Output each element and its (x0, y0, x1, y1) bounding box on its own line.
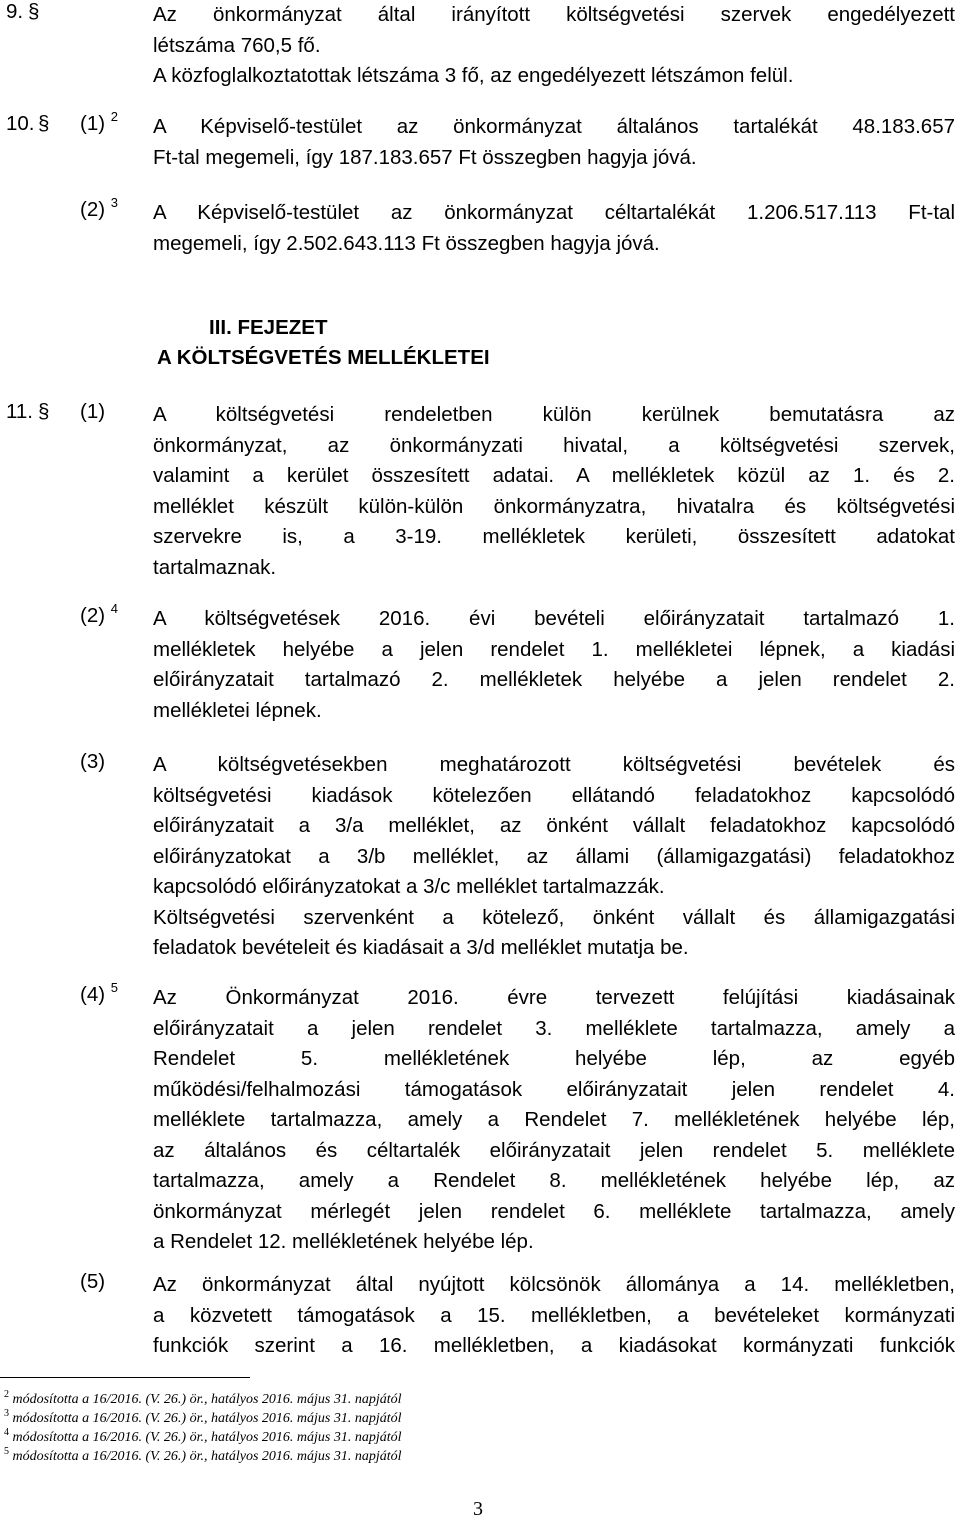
text-line: előirányzatait a jelen rendelet 3. melléklete tartalmazza, amely a (153, 1016, 955, 1040)
text-line: létszáma 760,5 fő. (153, 33, 321, 57)
text-line: mellékletek helyébe a jelen rendelet 1. mellékletei lépnek, a kiadási (153, 637, 955, 661)
section-sign: § (38, 400, 50, 423)
paragraph-text (153, 112, 955, 173)
text-line: mellékletei lépnek. (153, 698, 322, 722)
text-line: A költségvetési rendeletben külön kerülnek bemutatásra az (153, 403, 955, 426)
paragraph-label: (5) (80, 1270, 106, 1293)
footnote-ref[interactable]: 3 (110, 195, 118, 210)
footnote: $^4$ módosította a 16/2016. (V. 26.) ör., hatályos 2016. május 31. napjától (4, 1427, 402, 1445)
text-line: A költségvetésekben meghatározott költségvetési bevételek és (153, 753, 955, 776)
section-sign: § (28, 0, 40, 23)
text-line: Rendelet 5. mellékletének helyébe lép, az egyéb (153, 1047, 955, 1070)
text-line: megemeli, így 2.502.643.113 Ft összegben hagyja jóvá. (153, 231, 660, 255)
text-line: feladatok bevételeit és kiadásait a 3/d melléklet mutatja be. (153, 936, 689, 959)
text-line: Az önkormányzat által irányított költségvetési szervek engedélyezett (153, 3, 955, 26)
footnote-ref[interactable]: 2 (110, 109, 118, 124)
paragraph-text (153, 400, 955, 583)
text-line: kapcsolódó előirányzatokat a 3/c melléklet tartalmazzák. (153, 875, 665, 898)
paragraph-text (153, 1270, 955, 1362)
text-line: a Rendelet 12. mellékletének helyébe lép. (153, 1230, 534, 1253)
section-sign: § (38, 112, 50, 135)
text-line: előirányzatokat a 3/b melléklet, az állami (államigazgatási) feladatokhoz (153, 844, 955, 868)
paragraph-text (153, 198, 955, 259)
section-text (153, 0, 955, 92)
text-line: tartalmazza, amely a Rendelet 8. mellékletének helyébe lép, az (153, 1169, 955, 1192)
footnote: $^2$ módosította a 16/2016. (V. 26.) ör., hatályos 2016. május 31. napjától (4, 1389, 402, 1407)
paragraph-label: (1) $^2$ (80, 109, 118, 135)
footnote-ref[interactable]: 4 (110, 601, 118, 616)
text-line: működési/felhalmozási támogatások előirányzatait jelen rendelet 4. (153, 1077, 955, 1101)
paragraph-label: (4) $^5$ (80, 980, 118, 1006)
text-line: Az Önkormányzat 2016. évre tervezett felújítási kiadásainak (153, 986, 955, 1009)
text-line: A Képviselő-testület az önkormányzat céltartalékát 1.206.517.113 Ft-tal (153, 201, 955, 224)
text-line: melléklete tartalmazza, amely a Rendelet 7. mellékletének helyébe lép, (153, 1108, 955, 1131)
section-number: 11. (6, 400, 33, 423)
paragraph-label: (1) (80, 400, 106, 423)
text-line: valamint a kerület összesített adatai. A mellékletek közül az 1. és 2. (153, 464, 955, 487)
text-line: költségvetési kiadások kötelezően ellátandó feladatokhoz kapcsolódó (153, 783, 955, 807)
chapter-heading (157, 313, 490, 373)
text-line: A közfoglalkoztatottak létszáma 3 fő, az engedélyezett létszámon felül. (153, 64, 794, 87)
footnote: $^5$ módosította a 16/2016. (V. 26.) ör., hatályos 2016. május 31. napjától (4, 1446, 402, 1464)
text-line: előirányzatait tartalmazó 2. mellékletek helyébe a jelen rendelet 2. (153, 668, 955, 691)
footnote-divider (0, 1377, 250, 1378)
footnotes (4, 1390, 402, 1466)
footnote-ref[interactable]: 5 (110, 980, 118, 995)
text-line: funkciók szerint a 16. mellékletben, a kiadásokat kormányzati funkciók (153, 1334, 955, 1357)
text-line: melléklet készült külön-külön önkormányzatra, hivatalra és költségvetési (153, 494, 955, 518)
chapter-title: A KÖLTSÉGVETÉS MELLÉKLETEI (157, 346, 490, 369)
text-line: a közvetett támogatások a 15. mellékletben, a bevételeket kormányzati (153, 1303, 955, 1327)
paragraph-text (153, 750, 955, 964)
paragraph-label: (2) $^4$ (80, 601, 118, 627)
text-line: Ft-tal megemeli, így 187.183.657 Ft összegben hagyja jóvá. (153, 145, 697, 169)
section-number: 10. (6, 112, 35, 135)
section-number: 9. (6, 0, 24, 23)
paragraph-text (153, 604, 955, 726)
text-line: A költségvetések 2016. évi bevételi előirányzatait tartalmazó 1. (153, 607, 955, 630)
text-line: tartalmaznak. (153, 555, 277, 579)
chapter-number: III. FEJEZET (209, 316, 328, 339)
text-line: Az önkormányzat által nyújtott kölcsönök állománya a 14. mellékletben, (153, 1273, 955, 1296)
paragraph-label: (3) (80, 750, 106, 773)
paragraph-label: (2) $^3$ (80, 195, 118, 221)
text-line: szervekre is, a 3-19. mellékletek kerületi, összesített adatokat (153, 525, 955, 548)
text-line: önkormányzat, az önkormányzati hivatal, a költségvetési szervek, (153, 433, 955, 457)
text-line: Költségvetési szervenként a kötelező, önként vállalt és államigazgatási (153, 905, 955, 929)
text-line: az általános és céltartalék előirányzatait jelen rendelet 5. melléklete (153, 1138, 955, 1162)
paragraph-text (153, 983, 955, 1258)
text-line: önkormányzat mérlegét jelen rendelet 6. melléklete tartalmazza, amely (153, 1199, 955, 1223)
text-line: A Képviselő-testület az önkormányzat általános tartalékát 48.183.657 (153, 115, 955, 138)
page-number: 3 (473, 1498, 483, 1520)
text-line: előirányzatait a 3/a melléklet, az önként vállalt feladatokhoz kapcsolódó (153, 814, 955, 837)
footnote: $^3$ módosította a 16/2016. (V. 26.) ör., hatályos 2016. május 31. napjától (4, 1408, 402, 1426)
